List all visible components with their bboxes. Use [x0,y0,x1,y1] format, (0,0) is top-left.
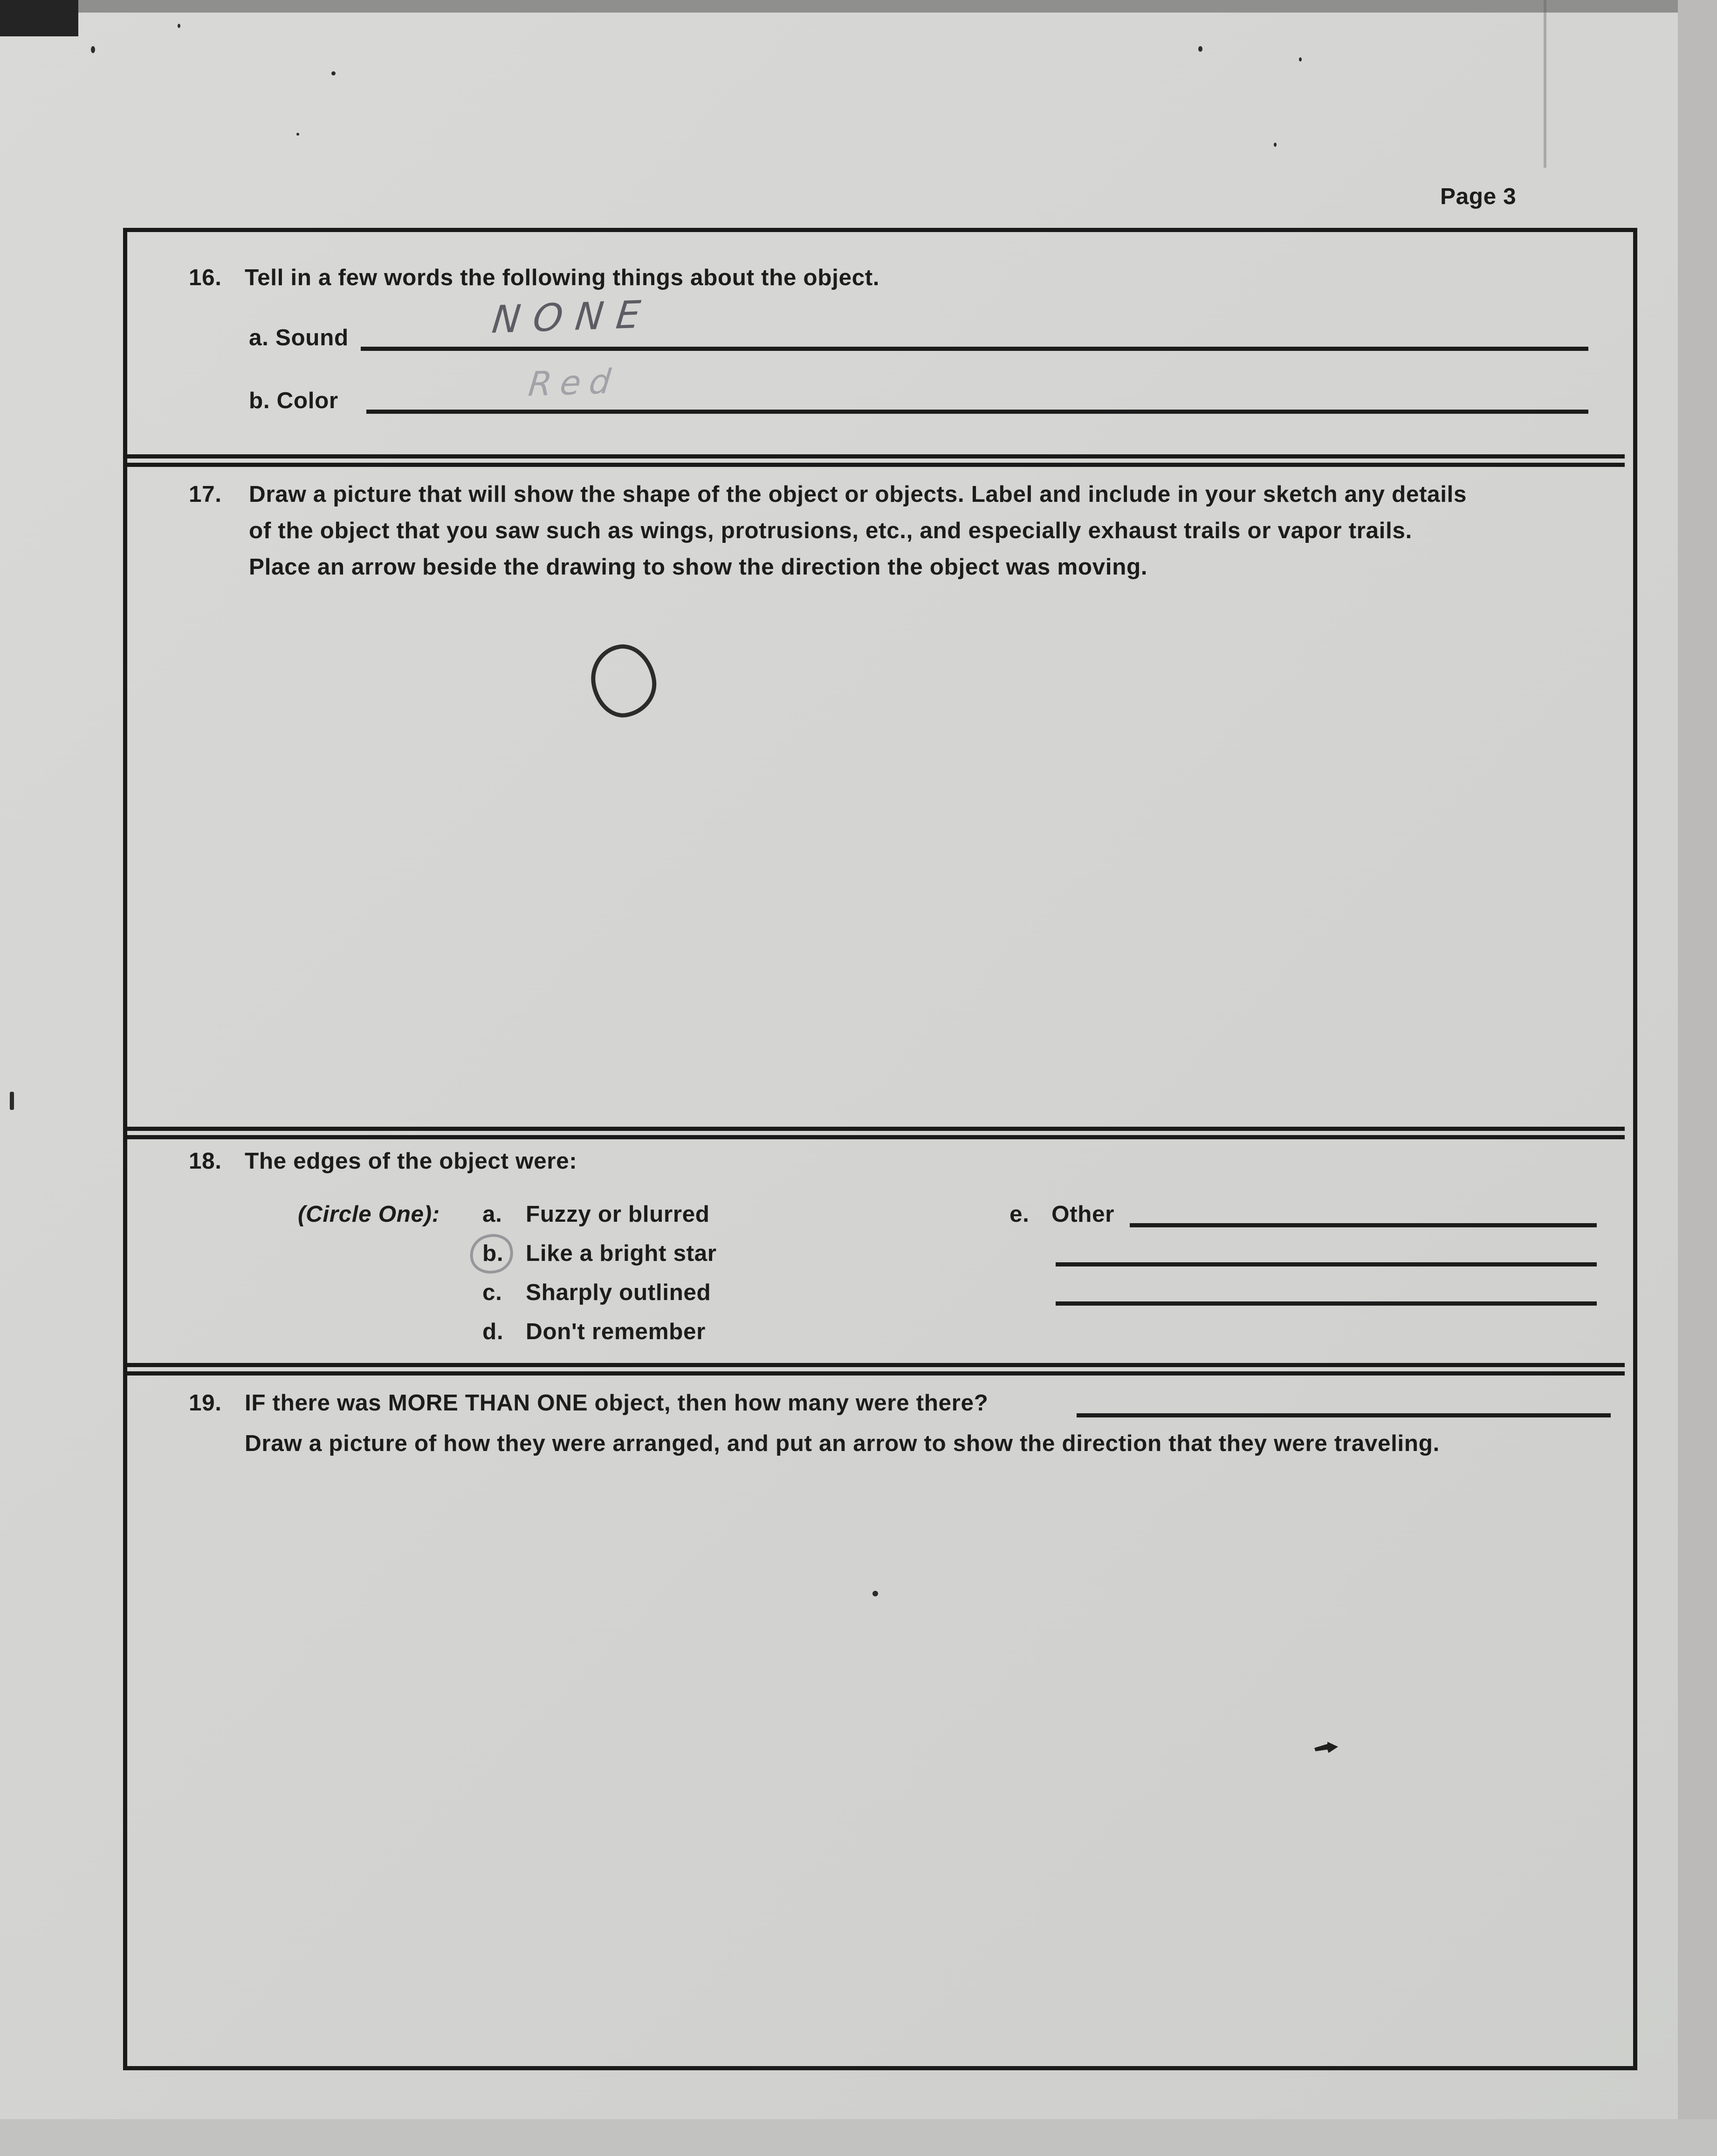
q18-option-c-label: Sharply outlined [526,1280,711,1306]
q18-option-a-key: a. [482,1202,502,1227]
q18-option-b-label: Like a bright star [526,1241,717,1266]
q18-number: 18. [189,1149,222,1174]
q18-text: The edges of the object were: [245,1149,577,1174]
scan-edge-bottom [0,2119,1717,2156]
q16-field-sound-label: a. Sound [249,326,349,351]
q16-sound-handwritten-value: NONE [490,293,655,343]
noise-speck [1299,57,1302,62]
q17-text-line2: of the object that you saw such as wings, protrusions, etc., and especially exhaust trails or vapor trails. [249,519,1412,544]
q19-text-line2: Draw a picture of how they were arranged, and put an arrow to show the direction that they were traveling. [245,1431,1440,1457]
paper-edge-line [1544,0,1546,168]
q18-option-a-label: Fuzzy or blurred [526,1202,710,1227]
section-divider [127,454,1625,459]
q16-sound-blank-line [361,347,1588,350]
page-number: Page 3 [1440,185,1517,210]
q16-color-blank-line [366,410,1588,413]
q17-text-line1: Draw a picture that will show the shape of the object or objects. Label and include in your sketch any details [249,482,1467,507]
q16-number: 16. [189,266,222,291]
noise-speck [296,133,299,136]
q18-circle-one-label: (Circle One): [298,1202,440,1227]
section-divider [127,463,1625,467]
q18-option-b-key: b. [482,1241,504,1266]
q17-number: 17. [189,482,222,507]
noise-speck [178,24,180,28]
q19-count-blank-line [1077,1413,1611,1417]
noise-speck [1274,143,1277,147]
q16-field-color-label: b. Color [249,389,338,414]
q19-text-line1: IF there was MORE THAN ONE object, then how many were there? [245,1391,989,1416]
scan-corner-block [0,0,78,36]
q16-text: Tell in a few words the following things about the object. [245,266,880,291]
noise-speck [1198,46,1202,52]
q18-option-e-label: Other [1051,1202,1115,1227]
q18-option-d-label: Don't remember [526,1320,706,1345]
q16-color-handwritten-value: Red [526,362,621,404]
scan-edge-right [1678,0,1717,2156]
section-divider [127,1371,1625,1376]
q17-text-line3: Place an arrow beside the drawing to show the direction the object was moving. [249,555,1148,580]
q19-number: 19. [189,1391,222,1416]
q18-other-blank-line-3 [1056,1301,1597,1305]
q18-option-d-key: d. [482,1320,504,1345]
section-divider [127,1363,1625,1367]
scan-edge-top [0,0,1717,13]
section-divider [127,1127,1625,1131]
section-divider [127,1135,1625,1139]
q18-other-blank-line-2 [1056,1262,1597,1266]
noise-speck [91,46,95,53]
noise-tick [10,1092,14,1110]
noise-speck [331,71,336,75]
q18-option-c-key: c. [482,1280,502,1306]
q18-other-blank-line-1 [1130,1223,1597,1227]
q18-option-e-key: e. [1010,1202,1030,1227]
